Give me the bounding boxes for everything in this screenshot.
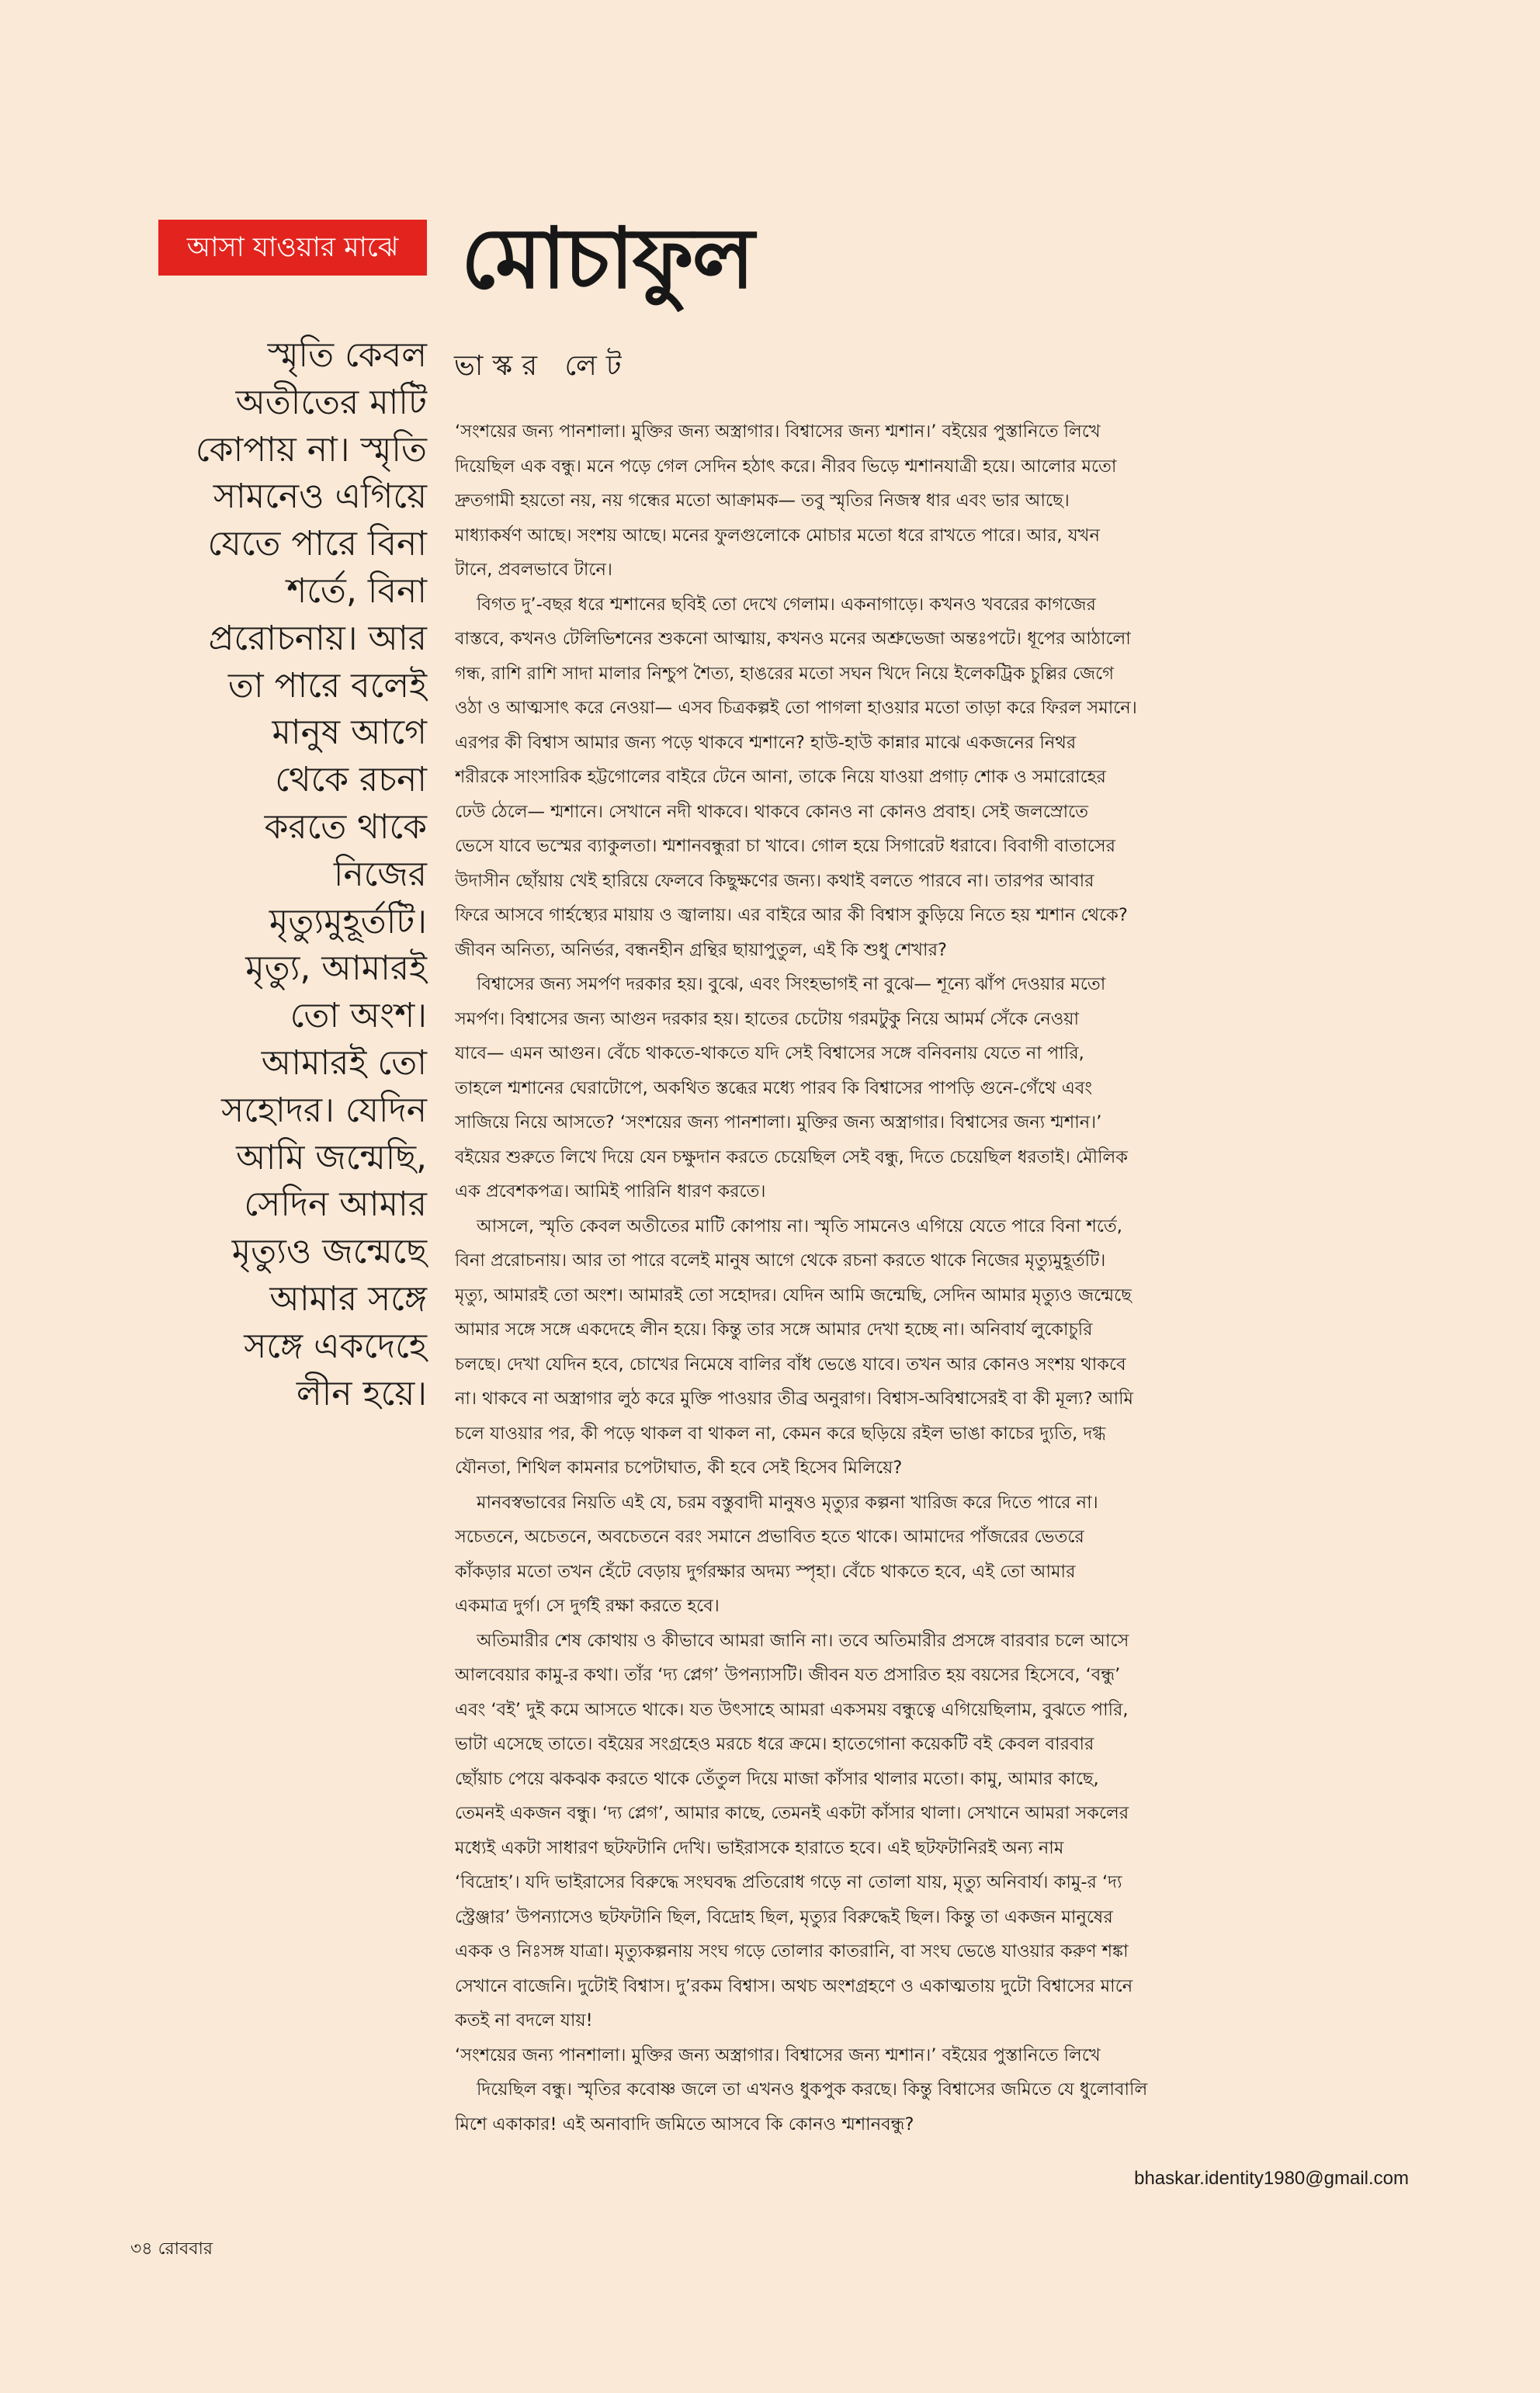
pull-quote-line: সহোদর। যেদিন <box>221 1090 427 1130</box>
body-line: উদাসীন ছোঁয়ায় খেই হারিয়ে ফেলবে কিছুক্ষণের জন্য। কথাই বলতে পারবে না। তারপর আবার <box>455 870 1094 891</box>
body-line: দিয়েছিল এক বন্ধু। মনে পড়ে গেল সেদিন হঠাৎ করে। নীরব ভিড়ে শ্মশানযাত্রী হয়ে। আলোর মতো <box>455 456 1117 477</box>
body-line: মিশে একাকার! এই অনাবাদি জমিতে আসবে কি কোনও শ্মশানবন্ধু? <box>455 2114 914 2135</box>
pull-quote-line: তা পারে বলেই <box>227 665 427 706</box>
body-line: তাহলে শ্মশানের ঘেরাটোপে, অকথিত স্তব্ধের মধ্যে পারব কি বিশ্বাসের পাপড়ি গুনে-গেঁথে এবং <box>455 1077 1093 1098</box>
body-line: ‘বিদ্রোহ’। যদি ভাইরাসের বিরুদ্ধে সংঘবদ্ধ প্রতিরোধ গড়ে না তোলা যায়, মৃত্যু অনিবার্য। কামু-র ‘দ্য <box>455 1872 1122 1892</box>
article-title: মোচাফুল <box>461 210 754 307</box>
pull-quote-line: সেদিন আমার <box>244 1184 427 1225</box>
body-line: গন্ধ, রাশি রাশি সাদা মালার নিশ্চুপ শৈত্য, হাঙরের মতো সঘন খিদে নিয়ে ইলেকট্রিক চুল্লির জেগে <box>455 663 1114 684</box>
body-line: মানবস্বভাবের নিয়তি এই যে, চরম বস্তুবাদী মানুষও মৃত্যুর কল্পনা খারিজ করে দিতে পারে না। <box>477 1492 1098 1513</box>
author-byline: ভাস্কর লেট <box>454 350 631 382</box>
body-line: বাস্তবে, কখনও টেলিভিশনের শুকনো আত্মায়, কখনও মনের অশ্রুভেজা অন্তঃপটে। ধূপের আঠালো <box>455 629 1131 649</box>
body-line: মাধ্যাকর্ষণ আছে। সংশয় আছে। মনের ফুলগুলোকে মোচার মতো ধরে রাখতে পারে। আর, যখন <box>455 525 1100 546</box>
pull-quote-line: যেতে পারে বিনা <box>207 524 427 564</box>
body-line: দিয়েছিল বন্ধু। স্মৃতির কবোষ্ণ জলে তা এখনও ধুকপুক করছে। কিন্তু বিশ্বাসের জমিতে যে ধুলোবালি <box>477 2079 1148 2100</box>
pull-quote-line: শর্তে, বিনা <box>286 571 427 611</box>
body-line: বইয়ের শুরুতে লিখে দিয়ে যেন চক্ষুদান করতে চেয়েছিল সেই বন্ধু, দিতে চেয়েছিল ধরতাই। মৌলিক <box>455 1146 1129 1167</box>
pull-quote-line: অতীতের মাটি <box>235 382 427 422</box>
body-line: বিনা প্ররোচনায়। আর তা পারে বলেই মানুষ আগে থেকে রচনা করতে থাকে নিজের মৃত্যুমুহূর্তটি। <box>455 1250 1106 1271</box>
pull-quote-line: স্মৃতি কেবল <box>267 335 427 375</box>
body-line: এবং ‘বই’ দুই কমে আসতে থাকে। যত উৎসাহে আমরা একসময় বন্ধুত্বে এগিয়েছিলাম, বুঝতে পারি, <box>455 1699 1129 1720</box>
body-line: চলে যাওয়ার পর, কী পড়ে থাকল বা থাকল না, কেমন করে ছড়িয়ে রইল ভাঙা কাচের দ্যুতি, দগ্ধ <box>455 1423 1106 1444</box>
body-line: জীবন অনিত্য, অনির্ভর, বন্ধনহীন গ্রন্থির ছায়াপুতুল, এই কি শুধু শেখার? <box>455 939 947 960</box>
pull-quote <box>147 332 427 1691</box>
pull-quote-line: আমার সঙ্গে <box>269 1278 427 1319</box>
body-line: মৃত্যু, আমারই তো অংশ। আমারই তো সহোদর। যেদিন আমি জন্মেছি, সেদিন আমার মৃত্যুও জন্মেছে <box>455 1285 1132 1306</box>
body-line: দ্রুতগামী হয়তো নয়, নয় গন্ধের মতো আক্রামক— তবু স্মৃতির নিজস্ব ধার এবং ভার আছে। <box>455 491 1070 511</box>
body-line: এরপর কী বিশ্বাস আমার জন্য পড়ে থাকবে শ্মশানে? হাউ-হাউ কান্নার মাঝে একজনের নিথর <box>455 732 1077 753</box>
pull-quote-line: লীন হয়ে। <box>296 1373 427 1413</box>
body-line: চলছে। দেখা যেদিন হবে, চোখের নিমেষে বালির বাঁধ ভেঙে যাবে। তখন আর কোনও সংশয় থাকবে <box>455 1354 1126 1375</box>
body-line: যাবে— এমন আগুন। বেঁচে থাকতে-থাকতে যদি সেই বিশ্বাসের সঙ্গে বনিবনায় যেতে না পারি, <box>455 1043 1084 1063</box>
body-line: তেমনই একজন বন্ধু। ‘দ্য প্লেগ’, আমার কাছে, তেমনই একটা কাঁসার থালা। সেখানে আমরা সকলের <box>455 1803 1129 1823</box>
article-body <box>455 414 1411 2161</box>
pull-quote-line: করতে থাকে <box>264 806 427 847</box>
pull-quote-line: মানুষ আগে <box>272 713 427 753</box>
body-line: সমর্পণ। বিশ্বাসের জন্য আগুন দরকার হয়। হাতের চেটোয় গরমটুকু নিয়ে আমর্ম সেঁকে নেওয়া <box>455 1008 1080 1029</box>
body-line: শরীরকে সাংসারিক হট্টগোলের বাইরে টেনে আনা, তাকে নিয়ে যাওয়া প্রগাঢ় শোক ও সমারোহের <box>455 767 1106 787</box>
body-line: কাঁকড়ার মতো তখন হেঁটে বেড়ায় দুর্গরক্ষার অদম্য স্পৃহা। বেঁচে থাকতে হবে, এই তো আমার <box>455 1561 1076 1582</box>
body-line: ছোঁয়াচ পেয়ে ঝকঝক করতে থাকে তেঁতুল দিয়ে মাজা কাঁসার থালার মতো। কামু, আমার কাছে, <box>455 1768 1099 1789</box>
body-line: সাজিয়ে নিয়ে আসতে? ‘সংশয়ের জন্য পানশালা। মুক্তির জন্য অস্ত্রাগার। বিশ্বাসের জন্য শ্মশান।’ <box>455 1112 1102 1132</box>
pull-quote-line: কোপায় না। স্মৃতি <box>195 429 427 470</box>
body-line: ফিরে আসবে গার্হস্থ্যের মায়ায় ও জ্বালায়। এর বাইরে আর কী বিশ্বাস কুড়িয়ে নিতে হয় শ্মশান থেকে? <box>455 905 1128 925</box>
body-line: আসলে, স্মৃতি কেবল অতীতের মাটি কোপায় না। স্মৃতি সামনেও এগিয়ে যেতে পারে বিনা শর্তে, <box>477 1216 1122 1236</box>
body-line: সচেতনে, অচেতনে, অবচেতনে বরং সমানে প্রভাবিত হতে থাকে। আমাদের পাঁজরের ভেতরে <box>455 1527 1084 1547</box>
body-line: ‘সংশয়ের জন্য পানশালা। মুক্তির জন্য অস্ত্রাগার। বিশ্বাসের জন্য শ্মশান।’ বইয়ের পুস্তানিতে লিখে <box>455 421 1101 442</box>
pull-quote-line: মৃত্যুও জন্মেছে <box>231 1232 427 1272</box>
body-line: একক ও নিঃসঙ্গ যাত্রা। মৃত্যুকল্পনায় সংঘ গড়ে তোলার কাতরানি, বা সংঘ ভেঙে যাওয়ার করুণ শঙ্কা <box>455 1941 1129 1961</box>
body-line: আমার সঙ্গে সঙ্গে একদেহে লীন হয়ে। কিন্তু তার সঙ্গে আমার দেখা হচ্ছে না। অনিবার্য লুকোচুরি <box>455 1320 1093 1340</box>
body-line: ‘সংশয়ের জন্য পানশালা। মুক্তির জন্য অস্ত্রাগার। বিশ্বাসের জন্য শ্মশান।’ বইয়ের পুস্তানিতে লিখে <box>455 2044 1101 2065</box>
pull-quote-line: প্ররোচনায়। আর <box>208 618 427 658</box>
body-line: ভেসে যাবে ভস্মের ব্যাকুলতা। শ্মশানবন্ধুরা চা খাবে। গোল হয়ে সিগারেট ধরাবে। বিবাগী বাতাসের <box>455 836 1115 856</box>
pull-quote-line: নিজের <box>333 854 427 894</box>
body-line: আলবেয়ার কামু-র কথা। তাঁর ‘দ্য প্লেগ’ উপন্যাসটি। জীবন যত প্রসারিত হয় বয়সের হিসেবে, ‘বন্ধু’ <box>455 1665 1121 1685</box>
pull-quote-line: সামনেও এগিয়ে <box>213 477 427 517</box>
body-line: একমাত্র দুর্গ। সে দুর্গই রক্ষা করতে হবে। <box>455 1596 720 1616</box>
body-line: স্ট্রেঞ্জার’ উপন্যাসেও ছটফটানি ছিল, বিদ্রোহ ছিল, মৃত্যুর বিরুদ্ধেই ছিল। কিন্তু তা একজন মানুষের <box>455 1906 1113 1927</box>
author-email: bhaskar.identity1980@gmail.com <box>1134 2168 1409 2189</box>
body-line: মধ্যেই একটা সাধারণ ছটফটানি দেখি। ভাইরাসকে হারাতে হবে। এই ছটফটানিরই অন্য নাম <box>455 1837 1064 1858</box>
pull-quote-line: মৃত্যু, আমারই <box>245 949 427 989</box>
pull-quote-line: সঙ্গে একদেহে <box>244 1326 427 1366</box>
body-line: টানে, প্রবলভাবে টানে। <box>455 560 612 580</box>
pull-quote-line: আমারই তো <box>261 1042 427 1083</box>
pull-quote-line: আমি জন্মেছি, <box>236 1137 427 1177</box>
page-folio: ৩৪ রোববার <box>130 2239 213 2259</box>
body-line: ভাটা এসেছে তাতে। বইয়ের সংগ্রহেও মরচে ধরে ক্রমে। হাতেগোনা কয়েকটি বই কেবল বারবার <box>455 1734 1094 1754</box>
body-line: না। থাকবে না অস্ত্রাগার লুঠ করে মুক্তি পাওয়ার তীব্র অনুরাগ। বিশ্বাস-অবিশ্বাসেরই বা কী মূল্য? আমি <box>455 1389 1134 1409</box>
body-line: অতিমারীর শেষ কোথায় ও কীভাবে আমরা জানি না। তবে অতিমারীর প্রসঙ্গে বারবার চলে আসে <box>477 1630 1129 1651</box>
body-line: ঢেউ ঠেলে— শ্মশানে। সেখানে নদী থাকবে। থাকবে কোনও না কোনও প্রবাহ। সেই জলস্রোতে <box>455 801 1089 822</box>
pull-quote-line: থেকে রচনা <box>275 760 427 800</box>
pull-quote-line: তো অংশ। <box>290 996 427 1036</box>
body-line: সেখানে বাজেনি। দুটোই বিশ্বাস। দু’রকম বিশ্বাস। অথচ অংশগ্রহণে ও একাত্মতায় দুটো বিশ্বাসের মানে <box>455 1975 1133 1996</box>
pull-quote-line: মৃত্যুমুহূর্তটি। <box>269 901 427 942</box>
body-line: কতই না বদলে যায়! <box>455 2010 593 2031</box>
body-line: যৌনতা, শিথিল কামনার চপেটাঘাত, কী হবে সেই হিসেব মিলিয়ে? <box>455 1458 903 1478</box>
body-line: এক প্রবেশকপত্র। আমিই পারিনি ধারণ করতে। <box>455 1181 766 1202</box>
body-line: বিশ্বাসের জন্য সমর্পণ দরকার হয়। বুঝে, এবং সিংহভাগই না বুঝে— শূন্যে ঝাঁপ দেওয়ার মতো <box>477 974 1106 994</box>
section-tag: আসা যাওয়ার মাঝে <box>158 220 427 276</box>
body-line: ওঠা ও আত্মসাৎ করে নেওয়া— এসব চিত্রকল্পই তো পাগলা হাওয়ার মতো তাড়া করে ফিরল সমানে। <box>455 698 1137 718</box>
body-line: বিগত দু’-বছর ধরে শ্মশানের ছবিই তো দেখে গেলাম। একনাগাড়ে। কখনও খবরের কাগজের <box>477 594 1096 615</box>
